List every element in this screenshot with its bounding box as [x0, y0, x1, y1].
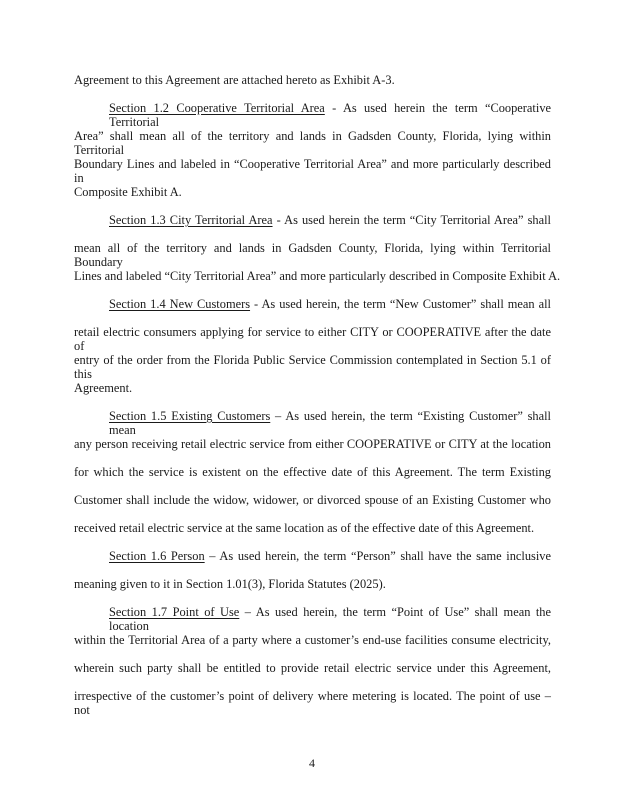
section-1-6-first-line: Section 1.6 Person – As used herein, the term “Person” shall have the same inclusive	[109, 549, 551, 563]
text-line: Lines and labeled “City Territorial Area” and more particularly described in Composite Exhibit A.	[74, 269, 561, 283]
section-1-4-heading: Section 1.4 New Customers	[109, 297, 251, 311]
text-line: retail electric consumers applying for service to either CITY or COOPERATIVE after the date of	[74, 325, 551, 353]
intro-line: Agreement to this Agreement are attached hereto as Exhibit A-3.	[74, 73, 395, 87]
text-line: any person receiving retail electric service from either COOPERATIVE or CITY at the location	[74, 437, 551, 451]
section-1-5-first-line: Section 1.5 Existing Customers – As used herein, the term “Existing Customer” shall mean	[109, 409, 551, 437]
text-line: meaning given to it in Section 1.01(3), Florida Statutes (2025).	[74, 577, 386, 591]
section-1-2-heading: Section 1.2 Cooperative Territorial Area	[109, 101, 325, 115]
text-line: Agreement.	[74, 381, 133, 395]
text-line: Area” shall mean all of the territory and lands in Gadsden County, Florida, lying within Territorial	[74, 129, 551, 157]
section-1-2-first-line: Section 1.2 Cooperative Territorial Area - As used herein the term “Cooperative Territorial	[109, 101, 552, 129]
section-1-7-heading: Section 1.7 Point of Use	[109, 605, 240, 619]
section-1-5-heading: Section 1.5 Existing Customers	[109, 409, 271, 423]
text-line: received retail electric service at the same location as of the effective date of this Agreement.	[74, 521, 535, 535]
text-line: irrespective of the customer’s point of delivery where metering is located. The point of use – not	[74, 689, 551, 717]
section-1-3-heading: Section 1.3 City Territorial Area	[109, 213, 273, 227]
text-line: entry of the order from the Florida Public Service Commission contemplated in Section 5.1 of this	[74, 353, 551, 381]
text-line: mean all of the territory and lands in Gadsden County, Florida, lying within Territorial Boundary	[74, 241, 551, 269]
section-1-4-first-line: Section 1.4 New Customers - As used herein, the term “New Customer” shall mean all	[109, 297, 551, 311]
text-line: wherein such party shall be entitled to provide retail electric service under this Agreement,	[74, 661, 551, 675]
text-line: for which the service is existent on the effective date of this Agreement. The term Existing	[74, 465, 551, 479]
text-line: Composite Exhibit A.	[74, 185, 182, 199]
text-line: within the Territorial Area of a party where a customer’s end-use facilities consume electricity,	[74, 633, 551, 647]
section-1-7-first-line: Section 1.7 Point of Use – As used herein, the term “Point of Use” shall mean the location	[109, 605, 551, 633]
section-1-3-first-line: Section 1.3 City Territorial Area - As used herein the term “City Territorial Area” shall	[109, 213, 551, 227]
text-line: Boundary Lines and labeled in “Cooperative Territorial Area” and more particularly described in	[74, 157, 551, 185]
section-1-6-heading: Section 1.6 Person	[109, 549, 205, 563]
page-number: 4	[309, 756, 315, 770]
text-line: Customer shall include the widow, widower, or divorced spouse of an Existing Customer who	[74, 493, 551, 507]
